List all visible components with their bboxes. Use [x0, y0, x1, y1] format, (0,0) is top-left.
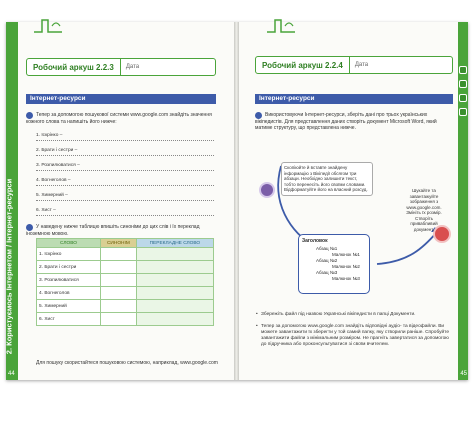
task-number-icon: [26, 224, 33, 231]
table-cell-word: 6. Хист: [37, 313, 101, 326]
section-heading: Інтернет-ресурси: [255, 94, 453, 104]
doc-row: Абзац №3: [316, 270, 338, 275]
worksheet-title: Робочий аркуш 2.2.4: [256, 57, 350, 73]
copy-step-icon: [259, 182, 275, 198]
nav-tab-icon[interactable]: [459, 66, 467, 74]
nav-tab-icon[interactable]: [459, 94, 467, 102]
worksheet-title-box: [26, 58, 216, 76]
task-number-icon: [255, 112, 262, 119]
instruction-bubble-left: Скопіюйте й вставте знайдену інформацію з Вікіпедії обсягом три абзаци. Необхідно залишити текст, тобто перенесіть його своїми словами. Відформатуйте його на власний розсуд.: [281, 162, 373, 196]
table-cell-synonym[interactable]: [101, 248, 137, 261]
binder-clip-icon: [265, 16, 297, 36]
synonym-table: [36, 238, 214, 326]
table-cell-synonym[interactable]: [101, 261, 137, 274]
open-workbook: [6, 22, 468, 380]
answer-line-3[interactable]: 3. Розпилюватися –: [36, 162, 214, 171]
left-side-strip: [6, 22, 18, 380]
answer-line-2[interactable]: 2. Брати і сестри –: [36, 147, 214, 156]
instruction-bullet-1: • Збережіть файл під назвою Українські вікіпедисти в папці Документи.: [261, 312, 451, 318]
instruction-text-right: Шукайте та завантажуйте зображення з www.google.com. Змініть їх розмір. Створіть привабливий документ.: [406, 188, 442, 232]
table-cell-synonym[interactable]: [101, 300, 137, 313]
binder-clip-icon: [32, 16, 64, 36]
answer-line-5[interactable]: 5. Химерний –: [36, 192, 214, 201]
table-row: [37, 274, 214, 287]
table-cell-translation[interactable]: [136, 274, 213, 287]
table-cell-synonym[interactable]: [101, 313, 137, 326]
footer-note: Для пошуку скористайтеся пошуковою системою, наприклад, www.google.com: [36, 360, 218, 366]
table-cell-translation[interactable]: [136, 261, 213, 274]
page-number-left: 44: [8, 371, 15, 377]
table-cell-translation[interactable]: [136, 300, 213, 313]
task2-text: У наведену нижче таблицю впишіть синоніми до цих слів і їх переклад іноземною мовою.: [26, 224, 200, 237]
table-cell-word: 1. Іскрінко: [37, 248, 101, 261]
table-cell-translation[interactable]: [136, 313, 213, 326]
table-row: [37, 300, 214, 313]
instruction-bullet-2: • Тепер за допомогою www.google.com знайдіть відповідні аудіо- та відеофайли. Ви можете завантажити їх зберегти у той самий папку, яку створили раніше. Спробуйте завантажити файли з мінімальним розміром. Не прагніть завертатися за допомогою до підручника або проконсультуватися зі своїм вчителем.: [261, 324, 451, 348]
date-label: Дата: [354, 62, 369, 68]
table-cell-word: 4. Вогнеголов: [37, 287, 101, 300]
doc-row: Абзац №2: [316, 258, 338, 263]
col-header-translation: ПЕРЕКЛАДНЕ СЛОВО: [136, 239, 213, 248]
doc-heading: Заголовок: [302, 238, 328, 244]
doc-row: Абзац №1: [316, 246, 338, 251]
table-cell-word: 5. Химерний: [37, 300, 101, 313]
nav-tab-icon[interactable]: [459, 80, 467, 88]
table-header-row: [37, 239, 214, 248]
date-label: Дата: [125, 64, 140, 70]
table-cell-translation[interactable]: [136, 248, 213, 261]
answer-line-6[interactable]: 6. Хист –: [36, 207, 214, 216]
intro-text: Використовуючи Інтернет-ресурси, зберіть дані про трьох українських вікіпедистів. Для представлення даних створіть документ Microsoft Word, який матиме структуру, що представлена нижче.: [255, 112, 437, 131]
right-page: [239, 22, 468, 380]
doc-row: Малюнок №3: [332, 276, 360, 281]
doc-row: Малюнок №1: [332, 252, 360, 257]
worksheet-title-box: [255, 56, 453, 74]
nav-tab-icon[interactable]: [459, 108, 467, 116]
page-number-right: 45: [460, 371, 467, 377]
table-cell-synonym[interactable]: [101, 274, 137, 287]
table-cell-word: 2. Брати і сестри: [37, 261, 101, 274]
table-row: [37, 261, 214, 274]
side-chapter-label: 2. Користуємось Інтернетом / Інтернет-ресурси: [4, 178, 14, 355]
table-cell-translation[interactable]: [136, 287, 213, 300]
left-page: [6, 22, 234, 380]
document-structure-box: [298, 234, 370, 294]
right-side-strip: [458, 22, 468, 380]
table-row: [37, 313, 214, 326]
task-number-icon: [26, 112, 33, 119]
doc-row: Малюнок №2: [332, 264, 360, 269]
answer-line-4[interactable]: 4. Вогнеголов –: [36, 177, 214, 186]
worksheet-title: Робочий аркуш 2.2.3: [27, 59, 121, 75]
section-heading: Інтернет-ресурси: [26, 94, 216, 104]
col-header-word: СЛОВО: [37, 239, 101, 248]
table-row: [37, 248, 214, 261]
col-header-synonym: СИНОНІМ: [101, 239, 137, 248]
table-cell-synonym[interactable]: [101, 287, 137, 300]
task1-text: Тепер за допомогою пошукової системи www.google.com знайдіть значення кожного слова та напишіть його нижче:: [26, 112, 212, 125]
table-row: [37, 287, 214, 300]
answer-line-1[interactable]: 1. Іскрінко –: [36, 132, 214, 141]
table-cell-word: 3. Розпилюватися: [37, 274, 101, 287]
